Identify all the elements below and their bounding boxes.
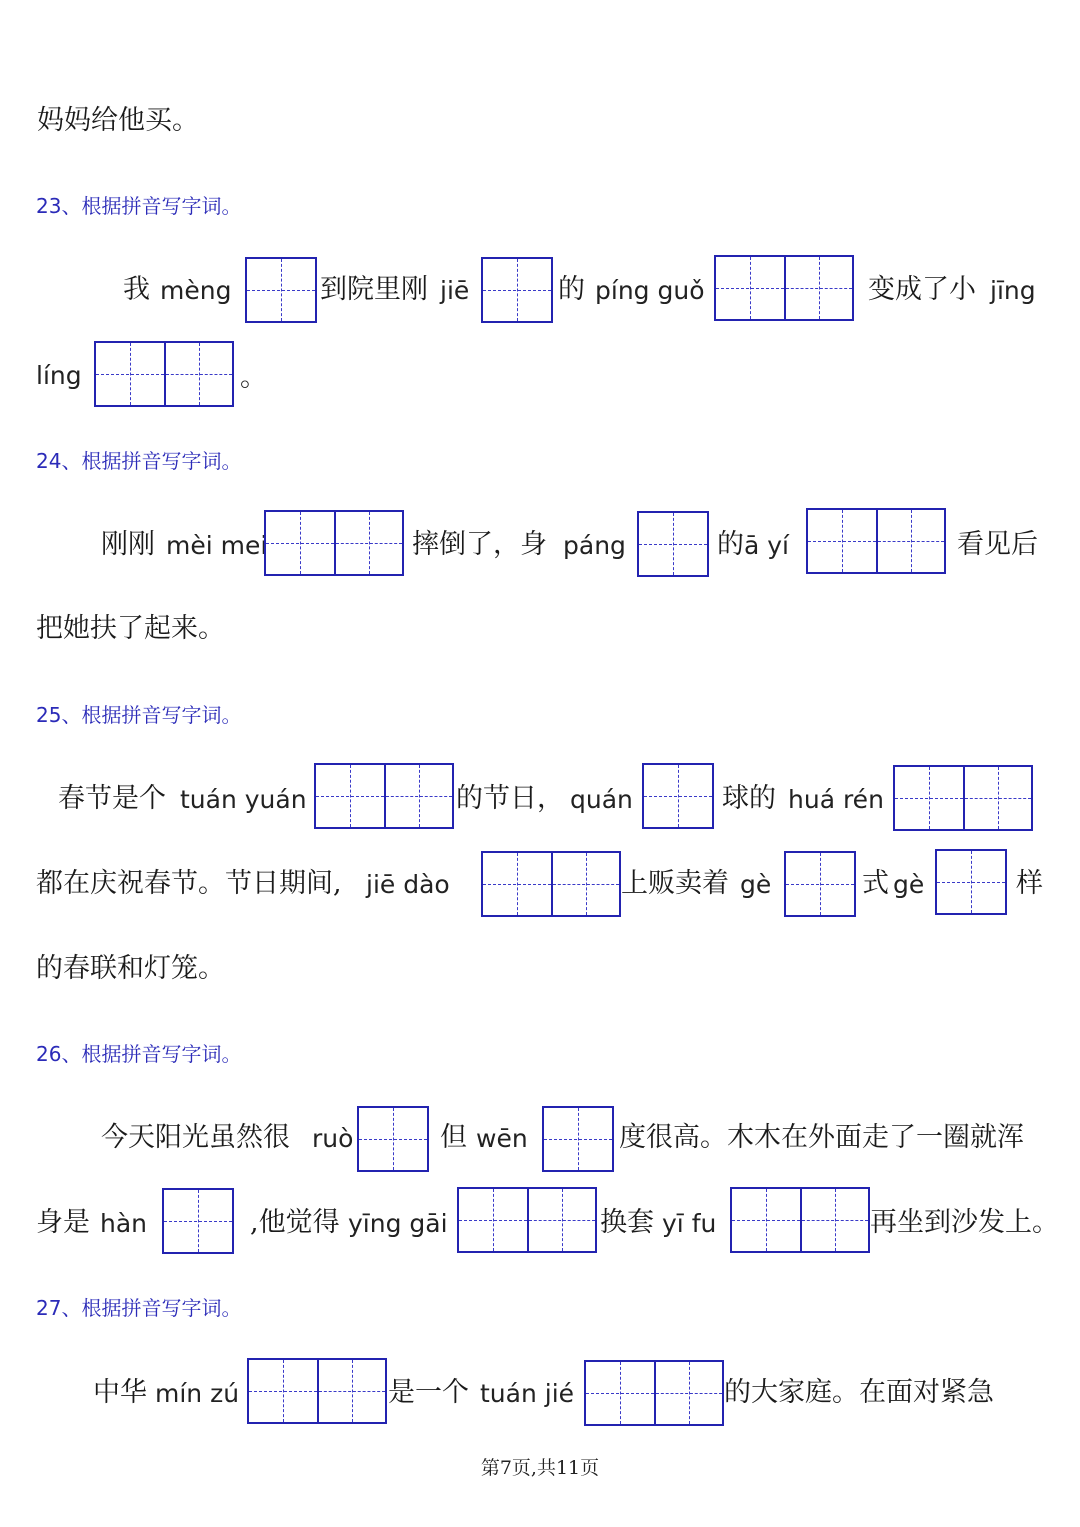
q26-answer-box-2[interactable] (542, 1106, 614, 1172)
q26-pinyin-6: yī fu (662, 1209, 717, 1238)
question-27-title: 27、根据拼音写字词。 (36, 1296, 242, 1320)
q23-text-1: 我 (123, 274, 150, 305)
q23-answer-box-4[interactable] (94, 341, 234, 407)
q25-text-3: 球的 (722, 783, 776, 814)
page-footer: 第7页,共11页 (480, 1457, 600, 1479)
q24-text-4: 看见后 (957, 529, 1038, 560)
q26-answer-box-5[interactable] (730, 1187, 870, 1253)
q23-text-2: 到院里刚 (320, 274, 428, 305)
q25-pinyin-5: gè (740, 870, 772, 899)
q25-pinyin-1: tuán yuán (180, 785, 307, 814)
q23-pinyin-3: píng guǒ (595, 276, 705, 305)
q25-text-1: 春节是个 (58, 783, 166, 814)
q24-text-5: 把她扶了起来。 (36, 613, 225, 644)
q25-pinyin-4: jiē dào (366, 870, 450, 899)
question-25-title: 25、根据拼音写字词。 (36, 703, 242, 727)
q24-answer-box-1[interactable] (264, 510, 404, 576)
q26-pinyin-2: wēn (476, 1124, 528, 1153)
q25-answer-box-5[interactable] (784, 851, 856, 917)
q24-text-1: 刚刚 (101, 529, 155, 560)
q25-text-6: 式 (862, 868, 889, 899)
q26-text-7: 再坐到沙发上。 (870, 1207, 1059, 1238)
q23-text-5: 。 (240, 362, 267, 393)
q27-pinyin-2: tuán jié (480, 1379, 575, 1408)
question-24-title: 24、根据拼音写字词。 (36, 449, 242, 473)
q25-pinyin-3: huá rén (788, 785, 884, 814)
q26-pinyin-1: ruò (312, 1124, 354, 1153)
q24-answer-box-2[interactable] (637, 511, 709, 577)
q25-answer-box-6[interactable] (935, 849, 1007, 915)
q24-answer-box-3[interactable] (806, 508, 946, 574)
q23-answer-box-1[interactable] (245, 257, 317, 323)
q25-answer-box-1[interactable] (314, 763, 454, 829)
q25-pinyin-6: gè (893, 870, 925, 899)
q24-text-3: 的 (717, 529, 744, 560)
q23-pinyin-4a: jīng (990, 276, 1036, 305)
q27-answer-box-2[interactable] (584, 1360, 724, 1426)
q26-text-5: ,他觉得 (250, 1207, 340, 1238)
q25-text-4: 都在庆祝春节。节日期间, (36, 868, 342, 899)
q23-pinyin-2: jiē (440, 276, 470, 305)
q24-text-2: 摔倒了，身 (412, 529, 547, 560)
q23-answer-box-3[interactable] (714, 255, 854, 321)
q25-text-7: 样 (1016, 868, 1043, 899)
q25-answer-box-3[interactable] (893, 765, 1033, 831)
q27-text-3: 的大家庭。在面对紧急 (724, 1377, 994, 1408)
q27-answer-box-1[interactable] (247, 1358, 387, 1424)
q26-text-1: 今天阳光虽然很 (101, 1122, 290, 1153)
q26-text-3: 度很高。木木在外面走了一圈就浑 (619, 1122, 1024, 1153)
q25-answer-box-4[interactable] (481, 851, 621, 917)
q26-answer-box-4[interactable] (457, 1187, 597, 1253)
q23-pinyin-1: mèng (160, 276, 232, 305)
q25-text-8: 的春联和灯笼。 (36, 953, 225, 984)
q26-text-2: 但 (440, 1122, 467, 1153)
q25-answer-box-2[interactable] (642, 763, 714, 829)
q26-text-6: 换套 (600, 1207, 654, 1238)
q26-answer-box-3[interactable] (162, 1188, 234, 1254)
q26-text-4: 身是 (36, 1207, 90, 1238)
q24-pinyin-1: mèi mei (166, 531, 268, 560)
q26-pinyin-5: yīng gāi (348, 1209, 448, 1238)
q23-text-3: 的 (558, 274, 585, 305)
continued-sentence: 妈妈给他买。 (37, 105, 199, 136)
q24-pinyin-3: ā yí (744, 531, 790, 560)
q27-text-2: 是一个 (388, 1377, 469, 1408)
q24-pinyin-2: páng (563, 531, 626, 560)
question-23-title: 23、根据拼音写字词。 (36, 194, 242, 218)
q26-pinyin-4: hàn (100, 1209, 148, 1238)
q27-pinyin-1: mín zú (155, 1379, 240, 1408)
q25-pinyin-2: quán (570, 785, 633, 814)
q25-text-2: 的节日， (456, 783, 564, 814)
q23-pinyin-4b: líng (36, 361, 82, 390)
q26-answer-box-1[interactable] (357, 1106, 429, 1172)
q27-text-1: 中华 (93, 1377, 147, 1408)
q23-answer-box-2[interactable] (481, 257, 553, 323)
q25-text-5: 上贩卖着 (621, 868, 729, 899)
q23-text-4: 变成了小 (868, 274, 976, 305)
question-26-title: 26、根据拼音写字词。 (36, 1042, 242, 1066)
